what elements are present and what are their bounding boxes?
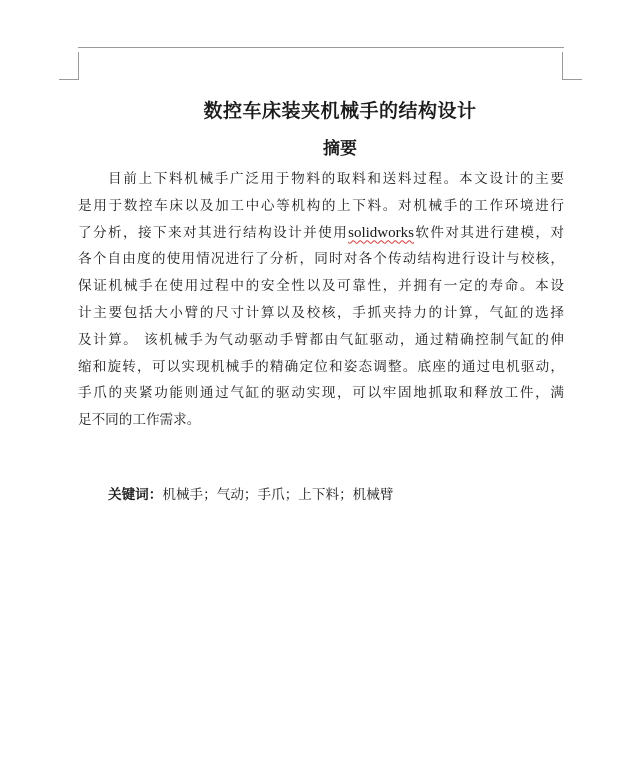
abstract-line: 是用于数控车床以及加工中心等机构的上下料。对机械手的工作环境进行	[78, 197, 564, 214]
abstract-line: 及计算。 该机械手为气动驱动手臂都由气缸驱动，通过精确控制气缸的伸	[78, 331, 564, 348]
margin-corner-mark-left	[59, 52, 79, 80]
keywords-label: 关键词：	[108, 487, 163, 503]
abstract-line: 目前上下料机械手广泛用于物料的取料和送料过程。本文设计的主要	[108, 171, 564, 187]
abstract-line-part: 了分析，接下来对其进行结构设计并使用	[78, 224, 349, 241]
margin-corner-mark-right	[562, 52, 582, 80]
abstract-line: 手爪的夹紧功能则通过气缸的驱动实现，可以牢固地抓取和释放工件，满	[78, 385, 564, 402]
abstract-line: 缩和旋转，可以实现机械手的精确定位和姿态调整。底座的通过电机驱动，	[78, 358, 564, 375]
abstract-line-part: 软件对其进行建模，对	[413, 224, 565, 241]
abstract-line: 足不同的工作需求。	[78, 412, 201, 429]
keywords-text: 机械手；气动；手爪；上下料；机械臂	[162, 487, 394, 503]
keywords	[108, 482, 393, 508]
abstract-line: 保证机械手在使用过程中的安全性以及可靠性，并拥有一定的寿命。本设	[78, 278, 564, 295]
abstract-line: 计主要包括大小臂的尺寸计算以及校核，手抓夹持力的计算，气缸的选择	[78, 304, 564, 321]
abstract-line	[78, 220, 564, 247]
abstract-line: 各个自由度的使用情况进行了分析，同时对各个传动结构进行设计与校核，	[78, 251, 564, 268]
abstract-body	[78, 166, 564, 434]
abstract-heading: 摘要	[323, 139, 357, 159]
document-title: 数控车床装夹机械手的结构设计	[203, 100, 477, 122]
spellcheck-flagged-word: solidworks	[348, 224, 414, 241]
header-rule	[78, 47, 564, 48]
